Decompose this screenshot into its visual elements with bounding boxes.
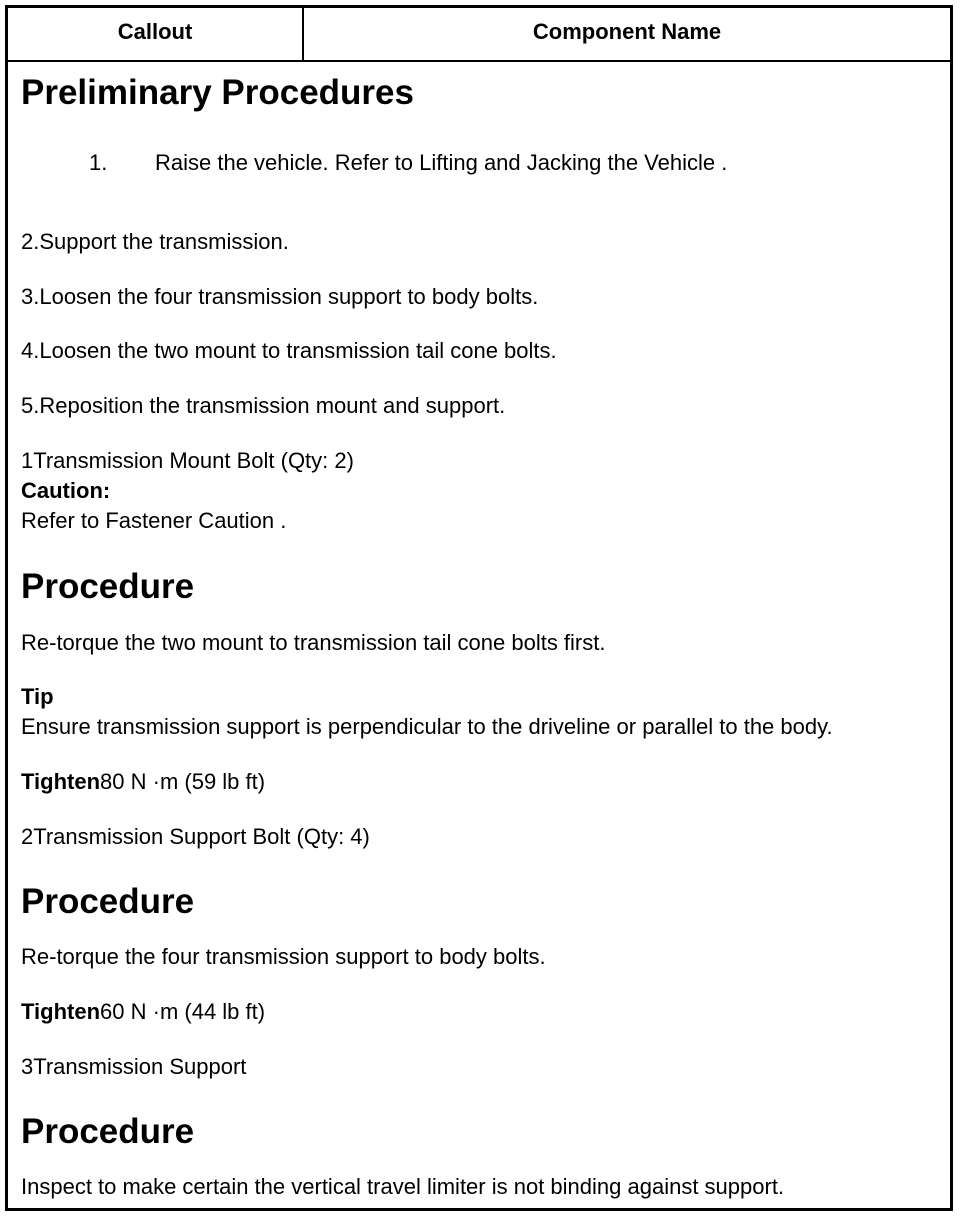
- table-header: [8, 8, 950, 62]
- step-1-number: 1.: [89, 150, 108, 175]
- callout-column-header: Callout: [8, 8, 304, 60]
- tighten-2-label: Tighten: [21, 999, 101, 1024]
- tip-text: Ensure transmission support is perpendicular to the driveline or parallel to the body.: [21, 714, 833, 739]
- caution-label: Caution:: [21, 478, 111, 503]
- procedure-table: [5, 5, 953, 1211]
- callout-1-label: 1Transmission Mount Bolt (Qty: 2): [21, 448, 354, 473]
- tighten-2-line: [21, 999, 265, 1025]
- step-4-text: 4.Loosen the two mount to transmission tail cone bolts.: [21, 338, 557, 363]
- step-1-text: Raise the vehicle. Refer to Lifting and Jacking the Vehicle .: [155, 150, 728, 175]
- procedure-3-heading: Procedure: [21, 1112, 195, 1151]
- callout-2-label: 2Transmission Support Bolt (Qty: 4): [21, 824, 370, 849]
- tighten-2-value: 60 N ·m (44 lb ft): [100, 999, 266, 1024]
- tip-label: Tip: [21, 684, 54, 709]
- step-2-text: 2.Support the transmission.: [21, 229, 289, 254]
- procedure-1-heading: Procedure: [21, 567, 195, 606]
- preliminary-procedures-heading: Preliminary Procedures: [21, 73, 414, 112]
- procedure-2-heading: Procedure: [21, 882, 195, 921]
- procedure-2-text: Re-torque the four transmission support to body bolts.: [21, 944, 546, 969]
- procedure-1-text: Re-torque the two mount to transmission tail cone bolts first.: [21, 630, 606, 655]
- procedure-3-text: Inspect to make certain the vertical travel limiter is not binding against support.: [21, 1174, 785, 1199]
- callout-3-label: 3Transmission Support: [21, 1054, 247, 1079]
- caution-text: Refer to Fastener Caution .: [21, 508, 287, 533]
- step-5-text: 5.Reposition the transmission mount and support.: [21, 393, 506, 418]
- tighten-1-value: 80 N ·m (59 lb ft): [100, 769, 266, 794]
- component-name-column-header: Component Name: [532, 19, 722, 44]
- step-3-text: 3.Loosen the four transmission support to body bolts.: [21, 284, 539, 309]
- tighten-1-label: Tighten: [21, 769, 101, 794]
- tighten-1-line: [21, 769, 265, 795]
